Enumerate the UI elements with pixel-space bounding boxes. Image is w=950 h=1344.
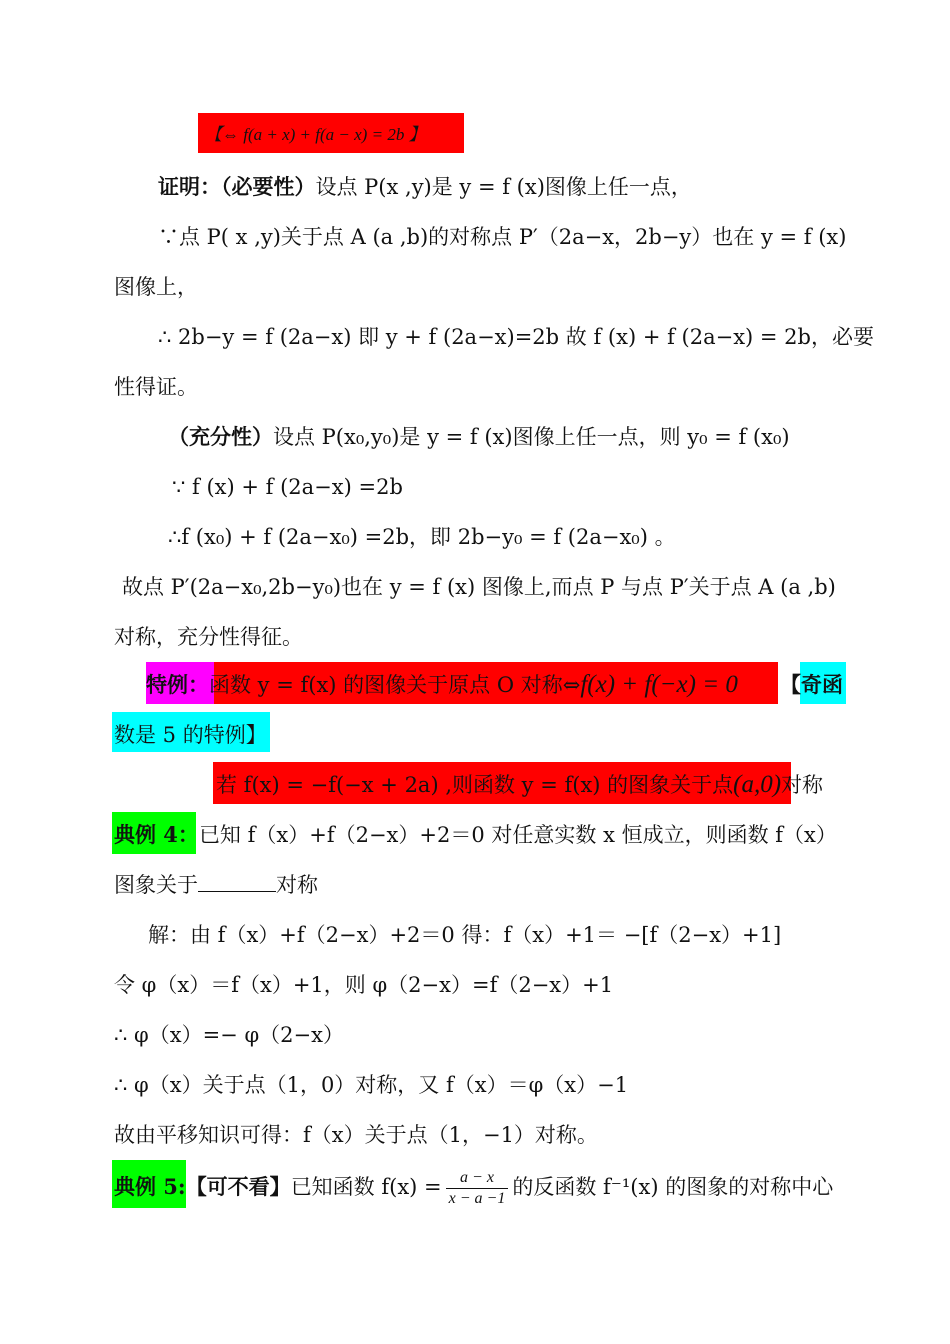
example-4-question-end: 对称 [276,873,318,897]
special-case-statement: 函数 y = f(x) 的图像关于原点 O 对称⇔ [209,673,581,697]
example-5-label: 典例 5: [114,1174,186,1199]
fraction-numerator: a − x [446,1168,509,1189]
solution-line-4: ∴ φ（x）关于点（1，0）对称，又 f（x）＝φ（x）−1 [114,1073,629,1097]
proof-line-10: 对称，充分性得征。 [114,625,303,649]
proof-line-2: ∵点 P( x ,y)关于点 A (a ,b)的对称点 P′（2a−x，2b−y）也在 y = f (x) [158,225,847,249]
fraction [446,1168,509,1209]
proof-line-6: 设点 P(x₀,y₀)是 y = f (x)图像上任一点，则 y₀ = f (x₀) [273,425,790,449]
example-5-question-end: 的反函数 f⁻¹(x) 的图象的对称中心 [512,1175,834,1199]
symmetry-center-point: (a,0) [733,771,782,798]
proof-line-9: 故点 P′(2a−x₀,2b−y₀)也在 y = f (x) 图像上,而点 P 与点 P′关于点 A (a ,b) [122,575,836,599]
solution-line-1: 解：由 f（x）+f（2−x）+2＝0 得：f（x）+1＝ −[f（2−x）+1] [148,923,782,947]
proof-line-5: 性得证。 [114,375,198,399]
answer-blank [198,871,276,892]
proof-line-3: 图像上， [114,275,198,299]
odd-function-equation: f(x) + f(−x) = 0 [580,671,738,698]
example-4-label: 典例 4： [114,822,199,847]
solution-line-2: 令 φ（x）＝f（x）+1，则 φ（2−x）=f（2−x）+1 [114,973,614,997]
proof-line-8: ∴f (x₀) + f (2a−x₀) =2b，即 2b−y₀ = f (2a−x₀) 。 [168,525,676,549]
solution-line-3: ∴ φ（x）=− φ（2−x） [114,1023,344,1047]
example-5-question: 已知函数 f(x) = [290,1175,442,1199]
symmetry-equivalence-formula: 【⇔ f(a + x) + f(a − x) = 2b 】 [205,125,426,144]
solution-line-5: 故由平移知识可得：f（x）关于点（1，−1）对称。 [114,1123,598,1147]
special-case-note: 【奇函 [780,672,843,697]
proof-sufficiency-heading: （充分性） [168,424,273,449]
proof-line-1: 设点 P(x ,y)是 y = f (x)图像上任一点， [315,175,692,199]
fraction-denominator: x − a −1 [448,1190,506,1207]
proof-line-4: ∴ 2b−y = f (2a−x) 即 y + f (2a−x)=2b 故 f (x) + f (2a−x) = 2b，必要 [158,325,874,349]
proof-necessity-heading: 证明：（必要性） [158,174,316,199]
special-case-label: 特例： [146,672,209,697]
optional-tag: 【可不看】 [185,1174,291,1199]
symmetry-rule-text: 若 f(x) = −f(−x + 2a) ,则函数 y = f(x) 的图象关于点 [216,773,734,797]
special-case-note-cont: 数是 5 的特例】 [114,723,267,747]
example-4-question-cont: 图象关于 [114,873,198,897]
proof-line-7: ∵ f (x) + f (2a−x) =2b [172,475,403,499]
symmetry-rule-suffix: 对称 [781,773,824,797]
example-4-question: 已知 f（x）+f（2−x）+2＝0 对任意实数 x 恒成立，则函数 f（x） [198,823,837,847]
